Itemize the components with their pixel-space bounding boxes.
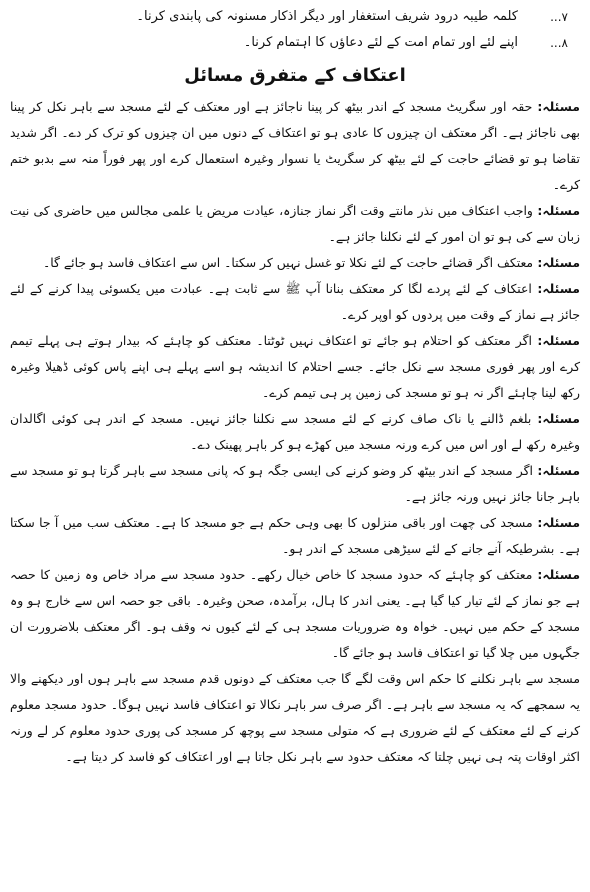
- paragraph-text: اگر مسجد کے اندر بیٹھ کر وضو کرنے کی ایسی جگہ ہو کہ پانی مسجد سے باہر گرتا ہو تو مسجد سے باہر جانا جائز نہیں ورنہ جائز ہے۔: [10, 463, 580, 504]
- masala-label: مسئلہ:: [531, 411, 580, 426]
- paragraph: [10, 458, 580, 510]
- list-number: ...۷: [550, 10, 568, 24]
- paragraph: [10, 94, 580, 198]
- list-number: ...۸: [550, 36, 568, 50]
- paragraph: [10, 328, 580, 406]
- paragraph: [10, 250, 580, 276]
- paragraph-text: مسجد سے باہر نکلنے کا حکم اس وقت لگے گا جب معتکف کے دونوں قدم مسجد سے باہر ہوں اور دیکھنے والا یہ سمجھے کہ یہ مسجد سے باہر ہے۔ اگر صرف سر باہر نکالا تو اعتکاف فاسد نہیں ہوگا۔ حدود مسجد معلوم کرنے کے لئے معتکف کے لئے ضروری ہے کہ متولی مسجد سے پوچھ کر مسجد کی پوری حدود معلوم کر لے ورنہ اکثر اوقات پتہ ہی نہیں چلتا کہ معتکف حدود سے باہر نکل جاتا ہے اور اعتکاف کو فاسد کر دیتا ہے۔: [10, 671, 580, 764]
- paragraph: [10, 406, 580, 458]
- masala-label: مسئلہ:: [531, 333, 580, 348]
- masala-label: مسئلہ:: [533, 255, 580, 270]
- list-item-text: کلمہ طیبہ درود شریف استغفار اور دیگر اذکار مسنونہ کی پابندی کرنا۔: [136, 9, 518, 24]
- paragraphs: [10, 94, 580, 770]
- section-title: اعتکاف کے متفرق مسائل: [184, 65, 406, 86]
- paragraph: [10, 666, 580, 770]
- paragraph: [10, 510, 580, 562]
- paragraph-text: اگر معتکف کو احتلام ہو جائے تو اعتکاف نہیں ٹوٹتا۔ معتکف کو چاہئے کہ بیدار ہوتے ہی پہلے تیمم کرے اور پھر فوری مسجد سے نکل جائے۔ جسے احتلام کا اندیشہ ہو اسے پہلے ہی اپنے پاس کوئی ڈھیلا وغیرہ رکھ لینا چاہئے اگر نہ ہو تو مسجد کی زمین پر ہی تیمم کرے۔: [10, 333, 580, 400]
- paragraph: [10, 276, 580, 328]
- masala-label: مسئلہ:: [531, 281, 580, 296]
- paragraph-text: واجب اعتکاف میں نذر مانتے وقت اگر نماز جنازہ، عیادت مریض یا علمی مجالس میں حاضری کی نیت زبان سے کی ہو تو ان امور کے لئے نکلنا جائز ہے۔: [10, 203, 580, 244]
- list-item-7: [10, 4, 580, 30]
- masala-label: مسئلہ:: [532, 99, 580, 114]
- list-item-text: اپنے لئے اور تمام امت کے لئے دعاؤں کا اہتمام کرنا۔: [243, 35, 518, 50]
- masala-label: مسئلہ:: [532, 463, 580, 478]
- paragraph-text: معتکف اگر قضائے حاجت کے لئے نکلا تو غسل نہیں کر سکتا۔ اس سے اعتکاف فاسد ہو جائے گا۔: [42, 255, 534, 270]
- list-item-8: [10, 30, 580, 56]
- paragraph: [10, 198, 580, 250]
- paragraph: [10, 562, 580, 666]
- paragraph-text: مسجد کی چھت اور باقی منزلوں کا بھی وہی حکم ہے جو مسجد کا ہے۔ معتکف سب میں آ جا سکتا ہے۔ بشرطیکہ آنے جانے کے لئے سیڑھی مسجد کے اندر ہو۔: [10, 515, 580, 556]
- paragraph-text: بلغم ڈالنے یا ناک صاف کرنے کے لئے مسجد سے نکلنا جائز نہیں۔ مسجد کے اندر ہی کوئی اگالدان وغیرہ رکھ لے اور اس میں کرے ورنہ مسجد میں کھڑے ہو کر باہر پھینک دے۔: [10, 411, 580, 452]
- masala-label: مسئلہ:: [532, 567, 580, 582]
- paragraph-text: اعتکاف کے لئے پردے لگا کر معتکف بنانا آپ ﷺ سے ثابت ہے۔ عبادت میں یکسوئی پیدا کرنے کے لئے جائز ہے نماز کے وقت میں پردوں کو اوپر کرے۔: [10, 281, 580, 322]
- paragraph-text: معتکف کو چاہئے کہ حدود مسجد کا خاص خیال رکھے۔ حدود مسجد سے مراد خاص وہ زمین کا حصہ ہے جو نماز کے لئے تیار کیا گیا ہے۔ یعنی اندر کا ہال، برآمدہ، صحن وغیرہ۔ باقی جو حصہ اس سے خارج ہو وہ مسجد کے حکم میں نہیں۔ خواہ وہ ضروریات مسجد ہی کے لئے کیوں نہ وقف ہو۔ اگر معتکف بلاضرورت ان جگہوں میں چلا گیا تو اعتکاف فاسد ہو جائے گا۔: [10, 567, 580, 660]
- masala-label: مسئلہ:: [532, 203, 580, 218]
- masala-label: مسئلہ:: [532, 515, 580, 530]
- paragraph-text: حقہ اور سگریٹ مسجد کے اندر بیٹھ کر پینا ناجائز ہے اور معتکف کے لئے مسجد سے باہر نکل کر پینا بھی ناجائز ہے۔ اگر معتکف ان چیزوں کا عادی ہو تو اعتکاف کے دنوں میں ان چیزوں کو ترک کر دے۔ اگر شدید تقاضا ہو تو قضائے حاجت کے لئے بیٹھ کر سگریٹ یا نسوار وغیرہ استعمال کرے اور پھر فوراً منہ سے بدبو ختم کرے۔: [10, 99, 580, 192]
